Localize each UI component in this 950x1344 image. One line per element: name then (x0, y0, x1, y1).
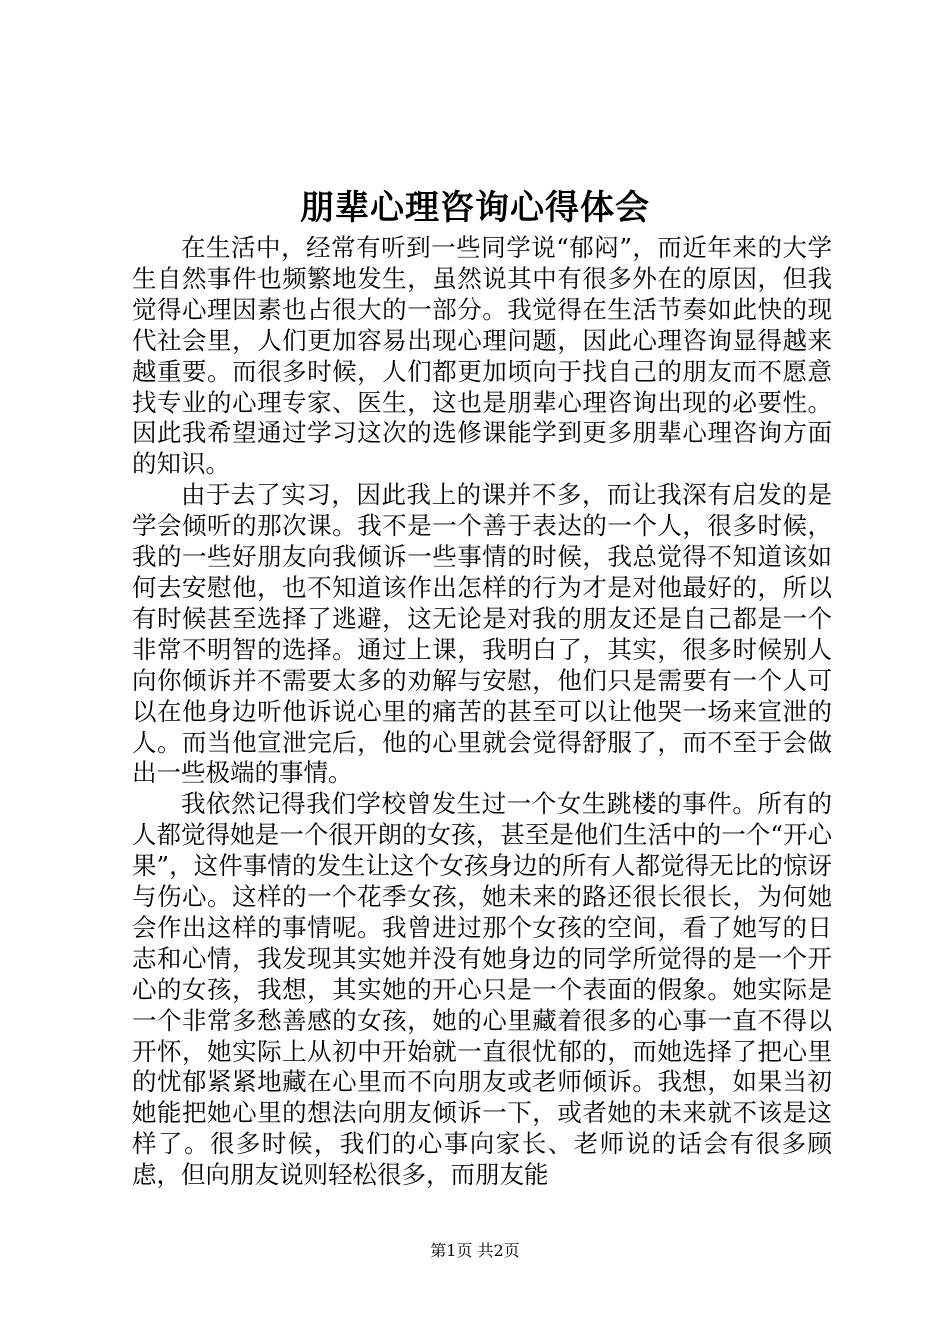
paragraph-3: 我依然记得我们学校曾发生过一个女生跳楼的事件。所有的人都觉得她是一个很开朗的女孩，甚至是他们生活中的一个“开心果”，这件事情的发生让这个女孩身边的所有人都觉得无比的惊讶与伤心。这样的一个花季女孩，她未来的路还很长很长，为何她会作出这样的事情呢。我曾进过那个女孩的空间，看了她写的日志和心情，我发现其实她并没有她身边的同学所觉得的是一个开心的女孩，我想，其实她的开心只是一个表面的假象。她实际是一个非常多愁善感的女孩，她的心里藏着很多的心事一直不得以开怀，她实际上从初中开始就一直很忧郁的，而她选择了把心里的忧郁紧紧地藏在心里而不向朋友或老师倾诉。我想，如果当初她能把她心里的想法向朋友倾诉一下，或者她的未来就不该是这样了。很多时候，我们的心事向家长、老师说的话会有很多顾虑，但向朋友说则轻松很多，而朋友能 (132, 789, 832, 1190)
document-body (132, 233, 832, 1191)
document-title: 朋辈心理咨询心得体会 (300, 188, 650, 228)
paragraph-2: 由于去了实习，因此我上的课并不多，而让我深有启发的是学会倾听的那次课。我不是一个善于表达的一个人，很多时候，我的一些好朋友向我倾诉一些事情的时候，我总觉得不知道该如何去安慰他，也不知道该作出怎样的行为才是对他最好的，所以有时候甚至选择了逃避，这无论是对我的朋友还是自己都是一个非常不明智的选择。通过上课，我明白了，其实，很多时候别人向你倾诉并不需要太多的劝解与安慰，他们只是需要有一个人可以在他身边听他诉说心里的痛苦的甚至可以让他哭一场来宣泄的人。而当他宣泄完后，他的心里就会觉得舒服了，而不至于会做出一些极端的事情。 (132, 480, 832, 788)
paragraph-1: 在生活中，经常有听到一些同学说“郁闷”，而近年来的大学生自然事件也频繁地发生，虽然说其中有很多外在的原因，但我觉得心理因素也占很大的一部分。我觉得在生活节奏如此快的现代社会里，人们更加容易出现心理问题，因此心理咨询显得越来越重要。而很多时候，人们都更加顷向于找自己的朋友而不愿意找专业的心理专家、医生，这也是朋辈心理咨询出现的必要性。因此我希望通过学习这次的选修课能学到更多朋辈心理咨询方面的知识。 (132, 233, 832, 479)
page-footer: 第1页 共2页 (430, 1241, 520, 1260)
